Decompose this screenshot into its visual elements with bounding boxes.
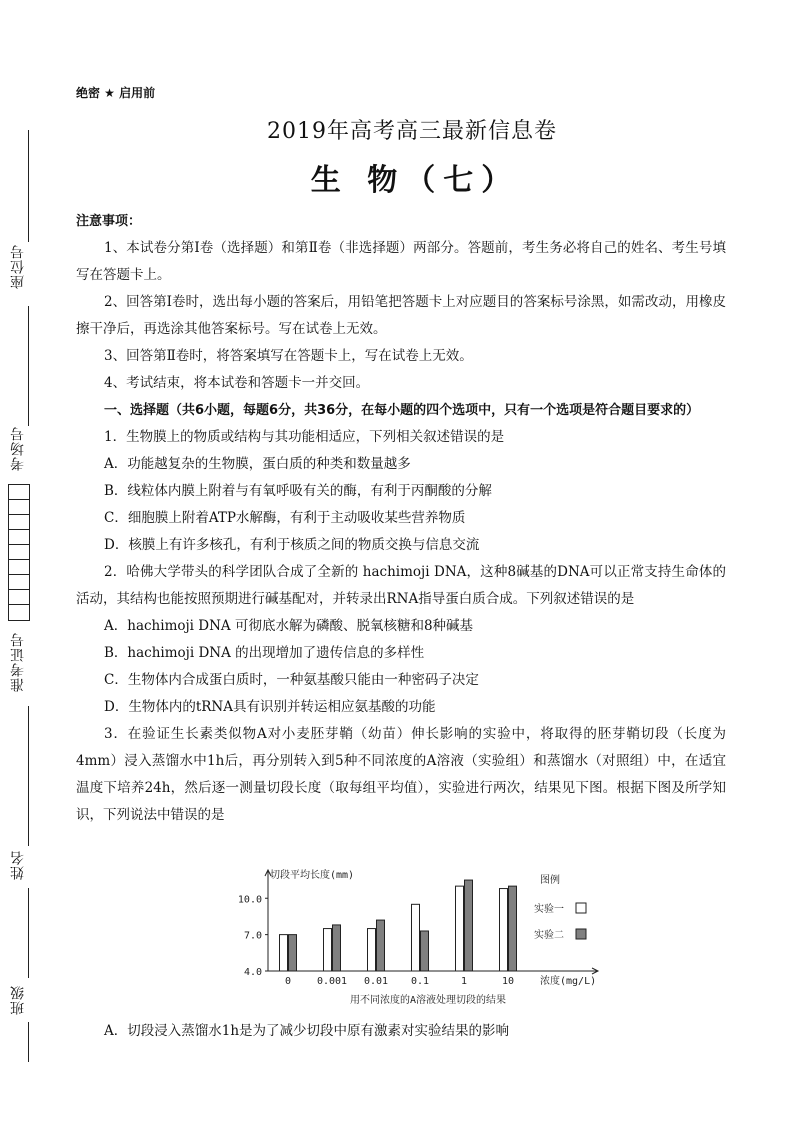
notice-item: 3、回答第Ⅱ卷时，将答案填写在答题卡上，写在试卷上无效。 [104, 348, 473, 364]
bar-series2 [465, 880, 473, 971]
bar-chart [228, 866, 628, 1016]
question-1-option-b: B．线粒体内膜上附着与有氧呼吸有关的酶，有利于丙酮酸的分解 [104, 483, 492, 499]
class-label: 班级 [10, 985, 26, 1015]
legend-label: 实验二 [534, 930, 564, 941]
bar-series1 [412, 904, 420, 971]
seat-label: 座位号 [10, 244, 26, 289]
bar-series2 [377, 920, 385, 971]
notice-heading: 注意事项： [76, 214, 142, 229]
question-1-option-d: D．核膜上有许多核孔，有利于核质之间的物质交换与信息交流 [104, 537, 480, 553]
binding-line [28, 306, 29, 426]
legend-swatch [576, 903, 586, 913]
legend-swatch [576, 929, 586, 939]
x-tick-label: 0.001 [316, 976, 348, 987]
x-tick-label: 10 [501, 976, 515, 987]
notice-item: 2、回答第Ⅰ卷时，选出每小题的答案后，用铅笔把答题卡上对应题目的答案标号涂黑，如需改动，用橡皮擦干净后，再选涂其他答案标号。写在试卷上无效。 [76, 294, 726, 337]
notice-item: 4、考试结束，将本试卷和答题卡一并交回。 [104, 375, 370, 391]
bar-series2 [333, 925, 341, 971]
notice-item: 1、本试卷分第Ⅰ卷（选择题）和第Ⅱ卷（非选择题）两部分。答题前，考生务必将自己的姓名、考生号填写在答题卡上。 [76, 240, 726, 283]
secret-mark: 绝密 ★ 启用前 [76, 86, 156, 100]
legend-label: 实验一 [534, 904, 564, 915]
x-tick-label: 1 [460, 976, 468, 987]
x-tick-label: 0.1 [410, 976, 430, 987]
name-label: 姓名 [10, 850, 26, 880]
exam-id-boxes[interactable] [8, 484, 30, 621]
x-tick-label: 0.01 [363, 976, 389, 987]
y-tick-label: 7.0 [243, 930, 262, 942]
legend-title: 图例 [540, 875, 560, 886]
question-3-stem: 3．在验证生长素类似物A对小麦胚芽鞘（幼苗）伸长影响的实验中，将取得的胚芽鞘切段（长度为4mm）浸入蒸馏水中1h后，再分别转入到5种不同浓度的A溶液（实验组）和蒸馏水（对照组）中，在适宜温度下培养24h，然后逐一测量切段长度（取每组平均值），实验进行两次，结果见下图。根据下图及所学知识，下列说法中错误的是 [76, 726, 726, 823]
binding-line [28, 706, 29, 846]
binding-line [28, 888, 29, 978]
bar-series1 [280, 935, 288, 971]
bar-series1 [324, 929, 332, 971]
room-label: 考场号 [10, 426, 26, 471]
bar-chart-svg [228, 866, 628, 1016]
section-heading: 一、选择题（共6小题，每题6分，共36分，在每小题的四个选项中，只有一个选项是符合题目要求的） [104, 403, 700, 418]
exam-title: 2019年高考高三最新信息卷 [267, 119, 557, 144]
question-1-option-c: C．细胞膜上附着ATP水解酶，有利于主动吸收某些营养物质 [104, 510, 466, 526]
bar-series1 [368, 929, 376, 971]
question-2-option-a: A．hachimoji DNA 可彻底水解为磷酸、脱氧核糖和8种碱基 [104, 618, 474, 634]
question-2-option-d: D．生物体内的tRNA具有识别并转运相应氨基酸的功能 [104, 699, 436, 715]
x-axis-label: 浓度(mg/L) [540, 976, 597, 987]
question-1-option-a: A．功能越复杂的生物膜，蛋白质的种类和数量越多 [104, 456, 411, 472]
x-tick-label: 0 [284, 976, 292, 987]
y-tick-label: 10.0 [237, 894, 262, 906]
y-axis-label: 切段平均长度(mm) [270, 870, 355, 881]
subject-title: 生 物（七） [310, 163, 520, 198]
question-1-stem: 1．生物膜上的物质或结构与其功能相适应，下列相关叙述错误的是 [104, 429, 505, 445]
exam-content [76, 208, 726, 829]
question-2-option-c: C．生物体内合成蛋白质时，一种氨基酸只能由一种密码子决定 [104, 672, 479, 688]
question-2-stem: 2．哈佛大学带头的科学团队合成了全新的 hachimoji DNA，这种8碱基的DNA可以正常支持生命体的活动，其结构也能按照预期进行碱基配对，并转录出RNA指导蛋白质合成。下列叙述错误的是 [76, 564, 726, 607]
y-tick-label: 4.0 [243, 967, 262, 978]
bar-series2 [289, 935, 297, 971]
bar-series2 [509, 886, 517, 971]
question-3-option-a: A．切段浸入蒸馏水1h是为了减少切段中原有激素对实验结果的影响 [104, 1023, 510, 1039]
bar-series1 [456, 886, 464, 971]
bar-series1 [500, 889, 508, 971]
chart-title: 用不同浓度的A溶液处理切段的结果 [349, 995, 507, 1006]
binding-line [28, 1022, 29, 1062]
question-2-option-b: B．hachimoji DNA 的出现增加了遗传信息的多样性 [104, 645, 425, 661]
bar-series2 [421, 931, 429, 971]
exam-id-label: 准考证号 [10, 632, 26, 692]
